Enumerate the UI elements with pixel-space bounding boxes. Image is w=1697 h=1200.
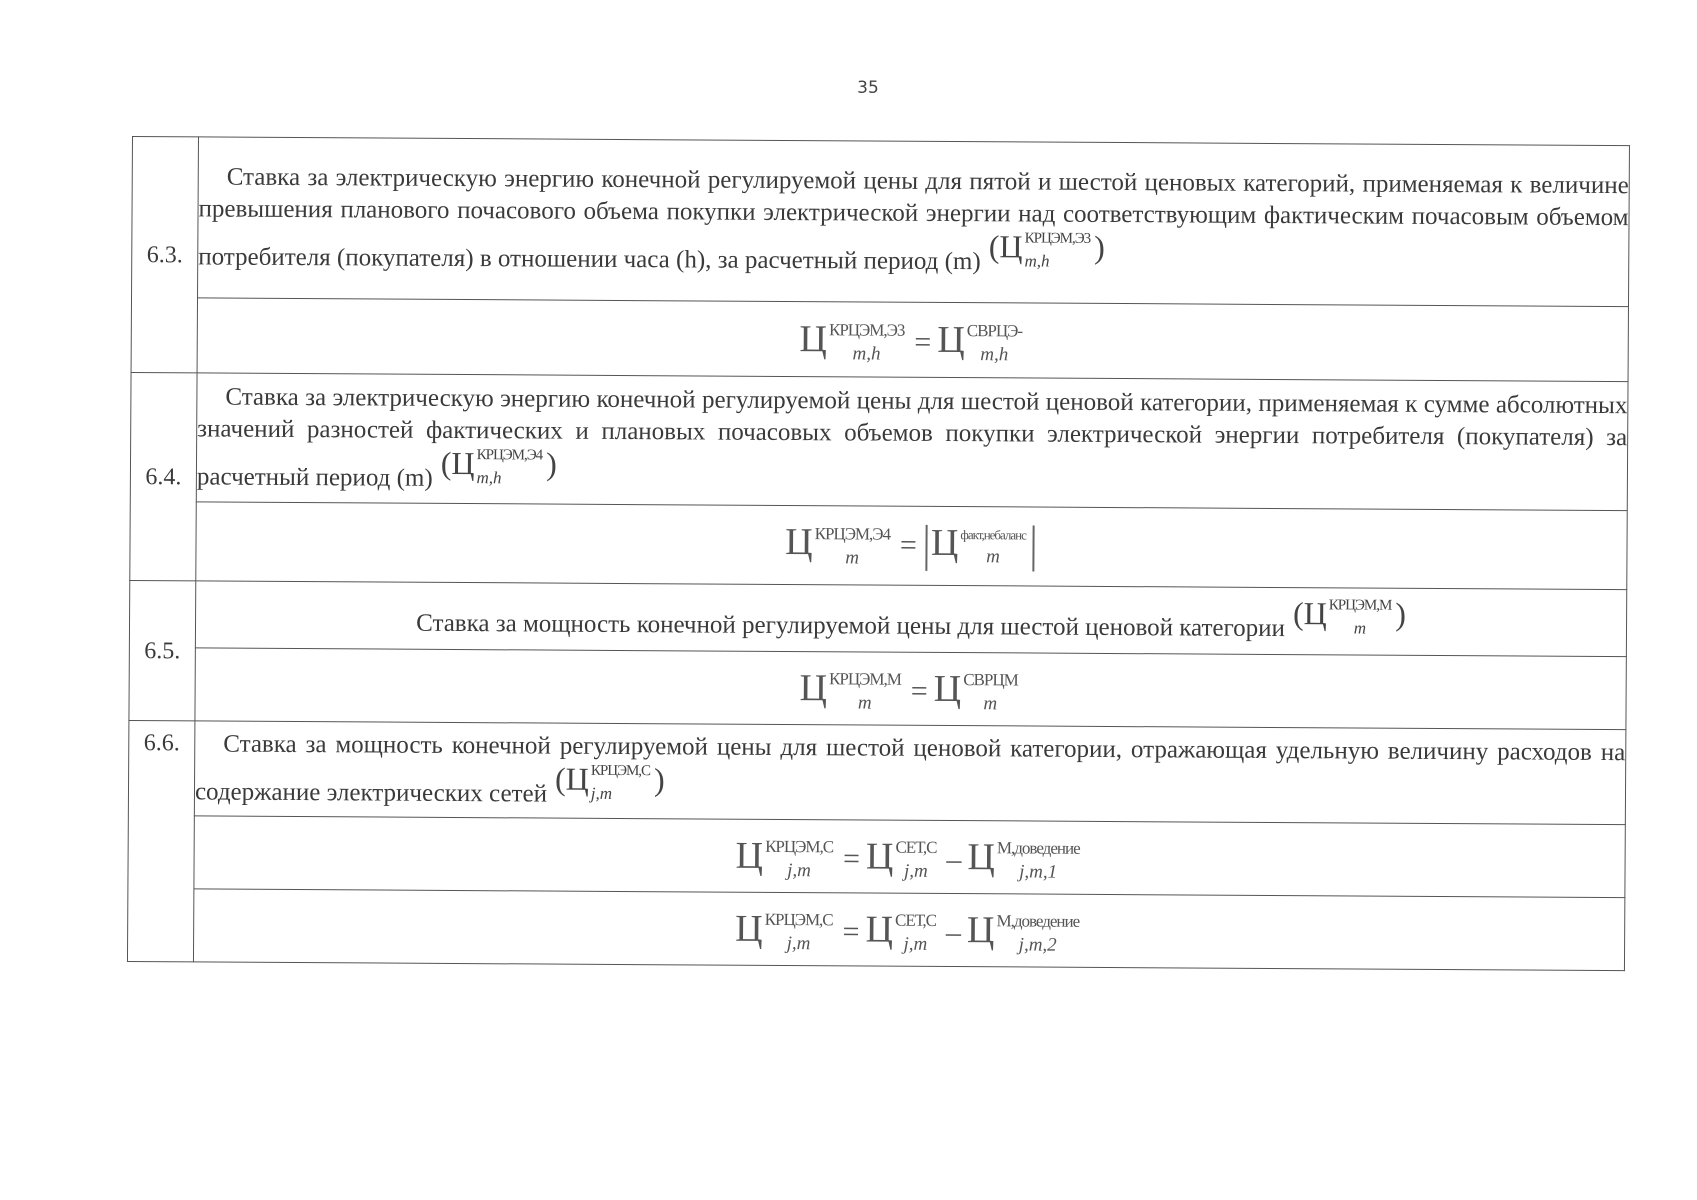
formula-row <box>129 647 1626 729</box>
tariff-table <box>127 136 1630 971</box>
formula-cell <box>197 298 1628 382</box>
table-row <box>130 372 1628 510</box>
formula: Ц КРЦЭМ,Э4 m = Ц факт,небаланс m <box>785 520 1038 571</box>
inline-symbol: (Ц КРЦЭМ,Э3 m,h ) <box>988 228 1105 271</box>
formula-cell <box>196 502 1627 590</box>
description-text: Ставка за мощность конечной регулируемой цены для шестой ценовой категории, отражающая удельную величину расходов на содержание электрических сетей <box>194 730 1626 808</box>
row-description <box>194 721 1626 825</box>
row-number: 6.5. <box>129 580 196 720</box>
formula: Ц КРЦЭМ,С j,m = Ц СЕТ,С j,m – Ц М,доведение j,m,1 <box>735 834 1080 883</box>
row-number: 6.4. <box>130 372 197 580</box>
row-description <box>198 137 1630 307</box>
description-text: Ставка за мощность конечной регулируемой цены для шестой ценовой категории <box>416 609 1286 643</box>
formula-row <box>131 298 1628 382</box>
table-row <box>132 137 1630 307</box>
description-text: Ставка за электрическую энергию конечной регулируемой цены для шестой ценовой категории, применяемая к сумме абсолютных значений разностей фактических и плановых почасовых объемов покупки электрической энергии потребителя (покупателя) за расчетный период (m) <box>196 383 1628 492</box>
row-description <box>195 581 1626 657</box>
description-text: Ставка за электрическую энергию конечной регулируемой цены для пятой и шестой ценовых категорий, применяемая к величине превышения планового почасового объема покупки электрической энергии над соответствующим фактическим почасовым объемом потребителя (покупателя) в отношении часа (h), за расчетный период (m) <box>198 163 1629 276</box>
formula-row <box>127 888 1624 970</box>
formula-cell <box>195 648 1626 730</box>
formula: Ц КРЦЭМ,М m = Ц СВРЦМ m <box>799 666 1018 715</box>
table-row <box>128 720 1626 824</box>
formula: Ц КРЦЭМ,С j,m = Ц СЕТ,С j,m – Ц М,доведение j,m,2 <box>735 907 1080 956</box>
formula-cell <box>194 816 1625 898</box>
abs-bar-left <box>926 524 928 570</box>
page-number: 35 <box>857 78 879 98</box>
row-description <box>196 373 1628 511</box>
formula: Ц КРЦЭМ,Э3 m,h = Ц СВРЦЭ- m,h <box>799 317 1023 366</box>
formula-row <box>128 815 1625 897</box>
row-number: 6.3. <box>131 137 198 373</box>
inline-symbol: (Ц КРЦЭМ,М m ) <box>1292 595 1407 638</box>
inline-symbol: (Ц КРЦЭМ,Э4 m,h ) <box>440 444 557 487</box>
formula-row <box>130 501 1627 589</box>
formula-cell <box>193 889 1624 971</box>
abs-bar-right <box>1033 525 1035 571</box>
row-number: 6.6. <box>127 720 194 961</box>
inline-symbol: (Ц КРЦЭМ,С j,m ) <box>554 760 665 803</box>
table-row <box>129 580 1626 656</box>
